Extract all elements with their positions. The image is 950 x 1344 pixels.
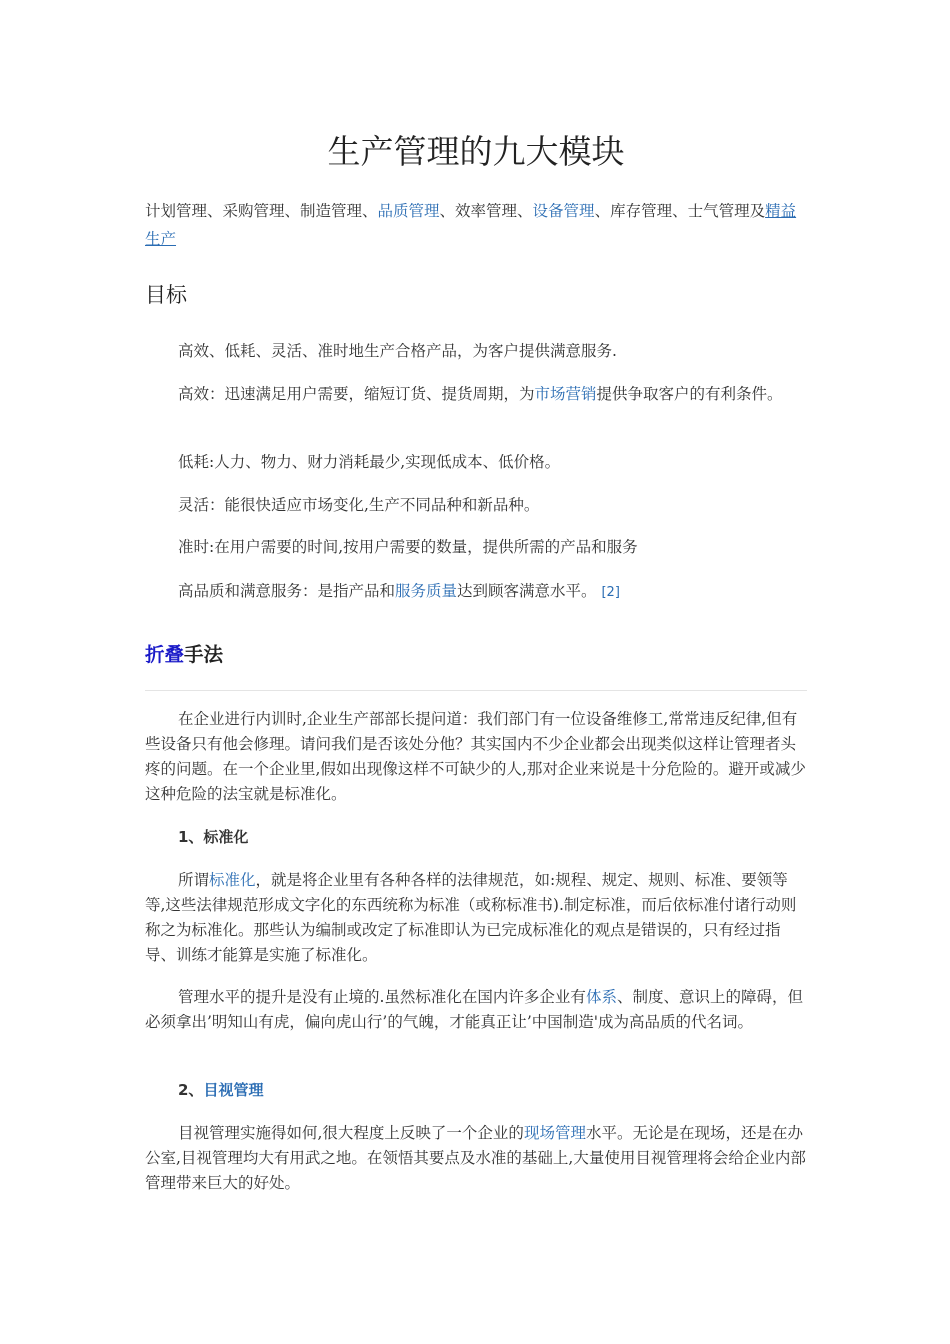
vm-text-b: 水平。无论是在现场，还是在办公室,目视管理均大有用武之地。在领悟其要点及水准的基础上,大量使用目视管理将会给企业内部管理带来巨大的好处。 — [145, 1124, 806, 1192]
visual-management-paragraph — [145, 1121, 807, 1196]
quality-text-b: 达到顾客满意水平。 — [457, 582, 597, 600]
citation-link[interactable]: [2] — [601, 585, 620, 600]
subheading-standardization: 1、标准化 — [178, 828, 249, 846]
std-text-b: ，就是将企业里有各种各样的法律规范，如:规程、规定、规则、标准、要领等等,这些法律规范形成文字化的东西统称为标准（或称标准书).制定标准，而后依标准付诸行动则称之为标准化。那些认为编制或改定了标准即认为已完成标准化的观点是错误的，只有经过指导、训练才能算是实施了标准化。 — [145, 871, 797, 964]
link-service-quality[interactable]: 服务质量 — [395, 582, 458, 600]
efficient-text-b: 提供争取客户的有利条件。 — [596, 385, 783, 403]
goals-low-cost-paragraph: 低耗:人力、物力、财力消耗最少,实现低成本、低价格。 — [178, 453, 561, 471]
goals-efficient-paragraph — [145, 382, 807, 407]
std-text-a: 所谓 — [178, 871, 210, 889]
modules-text-3: 、库存管理、士气管理及 — [594, 202, 766, 220]
section-heading — [145, 640, 223, 670]
vm-text-a: 目视管理实施得如何,很大程度上反映了一个企业的 — [178, 1124, 524, 1142]
section-intro-paragraph: 在企业进行内训时,企业生产部部长提问道：我们部门有一位设备维修工,常常违反纪律,但有些设备只有他会修理。请问我们是否该处分他？其实国内不少企业都会出现类似这样让管理者头疼的问题。在一个企业里,假如出现像这样不可缺少的人,那对企业来说是十分危险的。避开或减少这种危险的法宝就是标准化。 — [145, 710, 806, 803]
section-divider — [145, 690, 807, 691]
link-quality-management[interactable]: 品质管理 — [377, 202, 440, 220]
sub2-prefix: 2、 — [178, 1081, 204, 1099]
goals-quality-paragraph — [145, 579, 807, 605]
goals-punctual-paragraph: 准时:在用户需要的时间,按用户需要的数量，提供所需的产品和服务 — [178, 538, 638, 556]
link-equipment-management[interactable]: 设备管理 — [532, 202, 595, 220]
modules-text-1: 计划管理、采购管理、制造管理、 — [145, 202, 378, 220]
link-marketing[interactable]: 市场营销 — [534, 385, 597, 403]
modules-list — [145, 197, 807, 253]
link-lean-production[interactable]: 精益生产 — [145, 202, 797, 248]
std2-text-a: 管理水平的提升是没有止境的.虽然标准化在国内许多企业有 — [178, 988, 586, 1006]
standardization-paragraph-2 — [145, 985, 807, 1035]
section-heading-method: 手法 — [184, 643, 224, 666]
modules-text-2: 、效率管理、 — [439, 202, 533, 220]
page-title: 生产管理的九大模块 — [327, 132, 625, 171]
link-system[interactable]: 体系 — [585, 988, 617, 1006]
subheading-visual-management — [178, 1078, 263, 1102]
efficient-text-a: 高效：迅速满足用户需要，缩短订货、提货周期，为 — [178, 385, 535, 403]
link-visual-management[interactable]: 目视管理 — [203, 1081, 264, 1099]
link-site-management[interactable]: 现场管理 — [523, 1124, 586, 1142]
goals-paragraph: 高效、低耗、灵活、准时地生产合格产品，为客户提供满意服务. — [178, 342, 617, 360]
quality-text-a: 高品质和满意服务：是指产品和 — [178, 582, 396, 600]
goals-flexible-paragraph: 灵活：能很快适应市场变化,生产不同品种和新品种。 — [178, 496, 540, 514]
link-standardization[interactable]: 标准化 — [209, 871, 256, 889]
std2-text-b: 、制度、意识上的障碍，但必须拿出’明知山有虎，偏向虎山行’的气魄，才能真正让’中国制造'成为高品质的代名词。 — [145, 988, 803, 1031]
standardization-paragraph-1 — [145, 868, 807, 968]
section-heading-fold[interactable]: 折叠 — [145, 643, 185, 666]
goals-heading: 目标 — [145, 283, 187, 307]
